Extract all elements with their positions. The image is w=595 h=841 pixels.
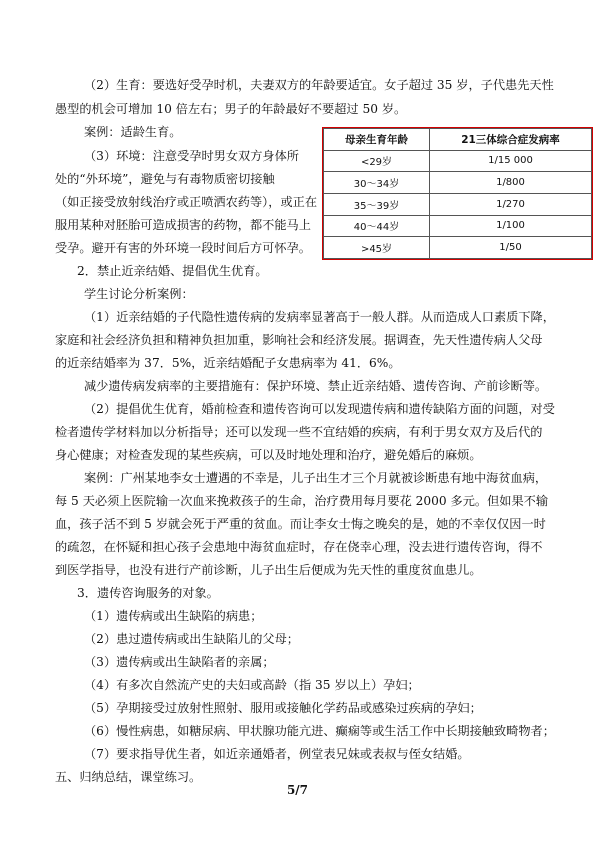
age-incidence-table <box>322 127 593 260</box>
table-header-cell: 母亲生育年龄 <box>324 129 430 151</box>
text-line: 减少遗传病发病率的主要措施有：保护环境、禁止近亲结婚、遗传咨询、产前诊断等。 <box>84 379 548 393</box>
text-line: 案例：适龄生育。 <box>84 125 182 139</box>
text-line: 的近亲结婚率为 37．5%，近亲结婚配子女患病率为 41．6%。 <box>55 356 401 370</box>
table-row <box>324 193 592 215</box>
text-line: 血，孩子活不到 5 岁就会死于严重的贫血。而让李女士悔之晚矣的是，她的不幸仅仅因一时 <box>55 517 546 531</box>
table-cell: >45岁 <box>324 237 430 259</box>
table-row <box>324 215 592 237</box>
list-item: （5）孕期接受过放射性照射、服用或接触化学药品或感染过疾病的孕妇； <box>84 701 482 715</box>
text-line: 受孕。避开有害的外环境一段时间后方可怀孕。 <box>55 241 311 255</box>
table-cell: 40～44岁 <box>324 215 430 237</box>
text-line: （2）提倡优生优育，婚前检查和遗传咨询可以发现遗传病和遗传缺陷方面的问题，对受 <box>84 402 555 416</box>
table-row <box>324 150 592 172</box>
table-cell: 1/15 000 <box>430 150 592 172</box>
text-line: 服用某种对胚胎可造成损害的药物，都不能马上 <box>55 218 311 232</box>
text-line: 案例：广州某地李女士遭遇的不幸是，儿子出生才三个月就被诊断患有地中海贫血病， <box>84 471 548 485</box>
text-line: 家庭和社会经济负担和精神负担加重，影响社会和经济发展。据调查，先天性遗传病人父母 <box>55 333 543 347</box>
table-row <box>324 172 592 194</box>
table-cell: <29岁 <box>324 150 430 172</box>
list-item: （1）遗传病或出生缺陷的病患； <box>84 609 263 623</box>
table-cell: 30～34岁 <box>324 172 430 194</box>
section-heading: 2．禁止近亲结婚、提倡优生优育。 <box>77 264 268 278</box>
text-line: 到医学指导，也没有进行产前诊断，儿子出生后便成为先天性的重度贫血患儿。 <box>55 563 482 577</box>
text-line: （如正接受放射线治疗或正喷洒农药等），或正在 <box>55 195 318 209</box>
list-item: （4）有多次自然流产史的夫妇或高龄（指 35 岁以上）孕妇； <box>84 678 420 692</box>
list-item: （7）要求指导优生者，如近亲通婚者，例堂表兄妹或表叔与侄女结婚。 <box>84 747 470 761</box>
text-line: 每 5 天必须上医院输一次血来挽救孩子的生命，治疗费用每月要花 2000 多元。但如果不输 <box>55 494 549 508</box>
table-header-cell: 21三体综合症发病率 <box>430 129 592 151</box>
text-line: （1）近亲结婚的子代隐性遗传病的发病率显著高于一般人群。从而造成人口素质下降， <box>84 310 555 324</box>
list-item: （2）患过遗传病或出生缺陷儿的父母； <box>84 632 299 646</box>
text-line: 身心健康；对检查发现的某些疾病，可以及时地处理和治疗，避免婚后的麻烦。 <box>55 448 482 462</box>
table-cell: 1/50 <box>430 237 592 259</box>
page-number: 5/7 <box>286 783 309 797</box>
text-line: 处的“外环境”，避免与有毒物质密切接触 <box>55 172 275 186</box>
text-line: 学生讨论分析案例： <box>84 287 194 301</box>
table-cell: 1/800 <box>430 172 592 194</box>
text-line: 愚型的机会可增加 10 倍左右；男子的年龄最好不要超过 50 岁。 <box>55 102 407 116</box>
text-line: 检者遗传学材料加以分析指导；还可以发现一些不宜结婚的疾病，有利于男女双方及后代的 <box>55 425 543 439</box>
table-cell: 1/100 <box>430 215 592 237</box>
list-item: （6）慢性病患，如糖尿病、甲状腺功能亢进、癫痫等或生活工作中长期接触致畸物者； <box>84 724 555 738</box>
table-header-row <box>324 129 592 151</box>
table-cell: 1/270 <box>430 193 592 215</box>
table-row <box>324 237 592 259</box>
section-heading: 五、归纳总结，课堂练习。 <box>55 770 202 784</box>
list-item: （3）遗传病或出生缺陷者的亲属； <box>84 655 275 669</box>
text-line: （2）生育：要选好受孕时机，夫妻双方的年龄要适宜。女子超过 35 岁，子代患先天性 <box>84 78 554 92</box>
text-line: （3）环境：注意受孕时男女双方身体所 <box>84 149 299 163</box>
table-cell: 35～39岁 <box>324 193 430 215</box>
text-line: 的疏忽，在怀疑和担心孩子会患地中海贫血症时，存在侥幸心理，没去进行遗传咨询，得不 <box>55 540 543 554</box>
section-heading: 3．遗传咨询服务的对象。 <box>77 586 219 600</box>
